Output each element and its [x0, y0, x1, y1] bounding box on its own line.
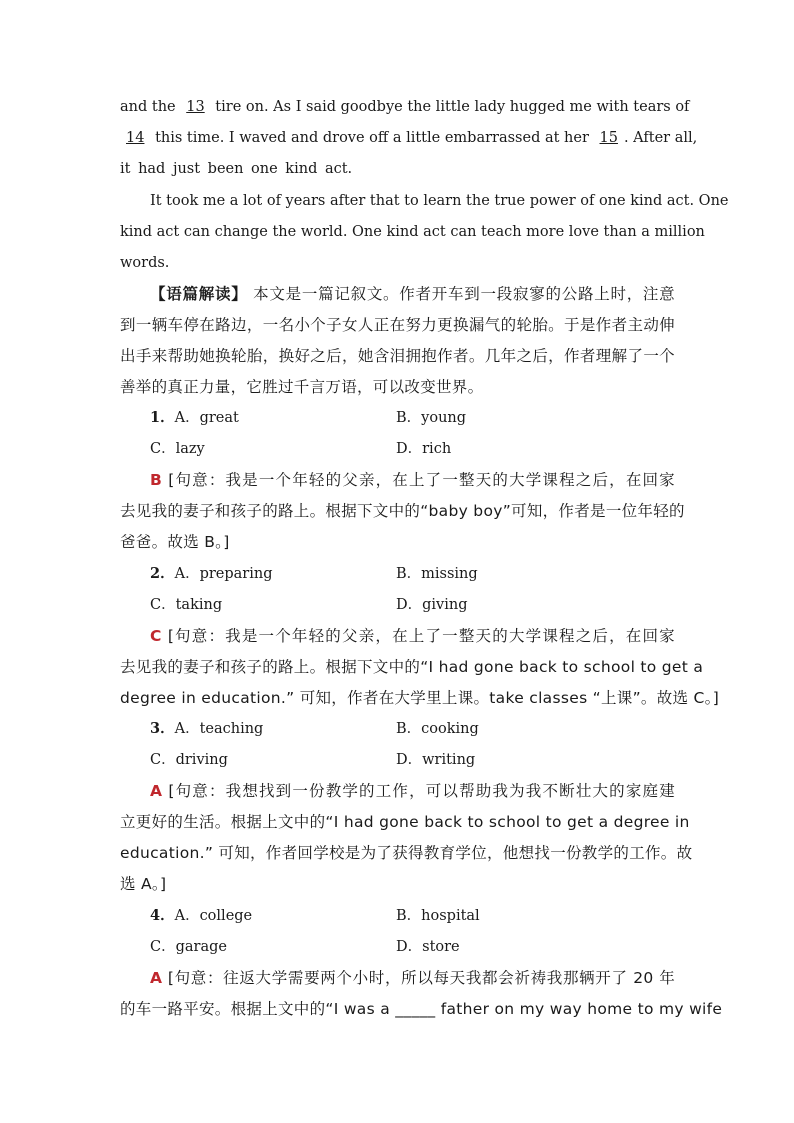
reading-label: 【语篇解读】 — [150, 285, 248, 303]
explanation-line: degree in education.” 可知，作者在大学里上课。take classes “上课”。故选 C。] — [120, 689, 720, 707]
option-b: B．young — [396, 410, 467, 426]
passage-text: this time. I waved and drove off a little embarrassed at her — [155, 130, 589, 146]
option-d: D．giving — [396, 597, 468, 613]
explanation-line — [150, 626, 675, 646]
explanation-text: [句意：往返大学需要两个小时，所以每天我都会祈祷我那辆开了 20 年 — [167, 969, 675, 987]
option-text: A．teaching — [174, 721, 264, 737]
option-text: A．college — [174, 908, 253, 924]
question-number: 4． — [150, 907, 175, 924]
question-number: 3． — [150, 720, 175, 737]
passage-line: kind act can change the world. One kind act can teach more love than a million — [120, 224, 705, 240]
option-a — [150, 408, 239, 428]
passage-line: it had just been one kind act. — [120, 161, 353, 177]
option-c: C．garage — [150, 939, 227, 955]
explanation-line — [150, 781, 675, 801]
blank-14: 14 — [126, 130, 145, 146]
passage-line: words. — [120, 255, 170, 271]
option-b: B．hospital — [396, 908, 480, 924]
option-c: C．lazy — [150, 441, 205, 457]
explanation-line — [150, 968, 675, 988]
option-b: B．missing — [396, 566, 478, 582]
option-d: D．writing — [396, 752, 476, 768]
explanation-line: education.” 可知，作者回学校是为了获得教育学位，他想找一份教学的工作。故 — [120, 844, 693, 862]
explanation-line — [150, 470, 675, 490]
passage-line — [120, 128, 698, 148]
option-c: C．taking — [150, 597, 223, 613]
question-number: 1． — [150, 409, 175, 426]
explanation-text: [句意：我想找到一份教学的工作，可以帮助我为我不断壮大的家庭建 — [168, 782, 675, 800]
option-a — [150, 719, 263, 739]
explanation-line: 去见我的妻子和孩子的路上。根据下文中的“I had gone back to school to get a — [120, 658, 704, 676]
option-d: D．store — [396, 939, 460, 955]
passage-text: tire on. As I said goodbye the little lady hugged me with tears of — [215, 99, 690, 115]
option-text: A．great — [174, 410, 239, 426]
explanation-line: 的车一路平安。根据上文中的“I was a _____ father on my way home to my wife — [120, 1000, 723, 1018]
blank-15: 15 — [599, 130, 618, 146]
explanation-line: 选 A。] — [120, 875, 167, 893]
passage-line: It took me a lot of years after that to learn the true power of one kind act. One — [150, 193, 729, 209]
explanation-text: [句意：我是一个年轻的父亲，在上了一整天的大学课程之后，在回家 — [168, 471, 675, 489]
reading-line: 到一辆车停在路边，一名小个子女人正在努力更换漏气的轮胎。于是作者主动伸 — [120, 316, 675, 334]
option-text: A．preparing — [174, 566, 273, 582]
option-c: C．driving — [150, 752, 228, 768]
reading-text: 本文是一篇记叙文。作者开车到一段寂寥的公路上时，注意 — [253, 285, 675, 303]
answer-letter: C — [150, 627, 162, 645]
explanation-line: 爸爸。故选 B。] — [120, 533, 230, 551]
option-a — [150, 564, 272, 584]
reading-line: 善举的真正力量，它胜过千言万语，可以改变世界。 — [120, 378, 484, 396]
reading-line — [150, 284, 675, 304]
answer-letter: A — [150, 782, 163, 800]
explanation-line: 立更好的生活。根据上文中的“I had gone back to school to get a degree in — [120, 813, 690, 831]
option-b: B．cooking — [396, 721, 479, 737]
passage-text: . After all, — [623, 130, 698, 146]
question-number: 2． — [150, 565, 175, 582]
passage-text: and the — [120, 99, 176, 115]
blank-13: 13 — [186, 99, 205, 115]
passage-line — [120, 97, 690, 117]
option-a — [150, 906, 252, 926]
answer-letter: B — [150, 471, 163, 489]
option-d: D．rich — [396, 441, 452, 457]
explanation-text: [句意：我是一个年轻的父亲，在上了一整天的大学课程之后，在回家 — [167, 627, 675, 645]
reading-line: 出手来帮助她换轮胎，换好之后，她含泪拥抱作者。几年之后，作者理解了一个 — [120, 347, 675, 365]
explanation-line: 去见我的妻子和孩子的路上。根据下文中的“baby boy”可知，作者是一位年轻的 — [120, 502, 685, 520]
answer-letter: A — [150, 969, 163, 987]
